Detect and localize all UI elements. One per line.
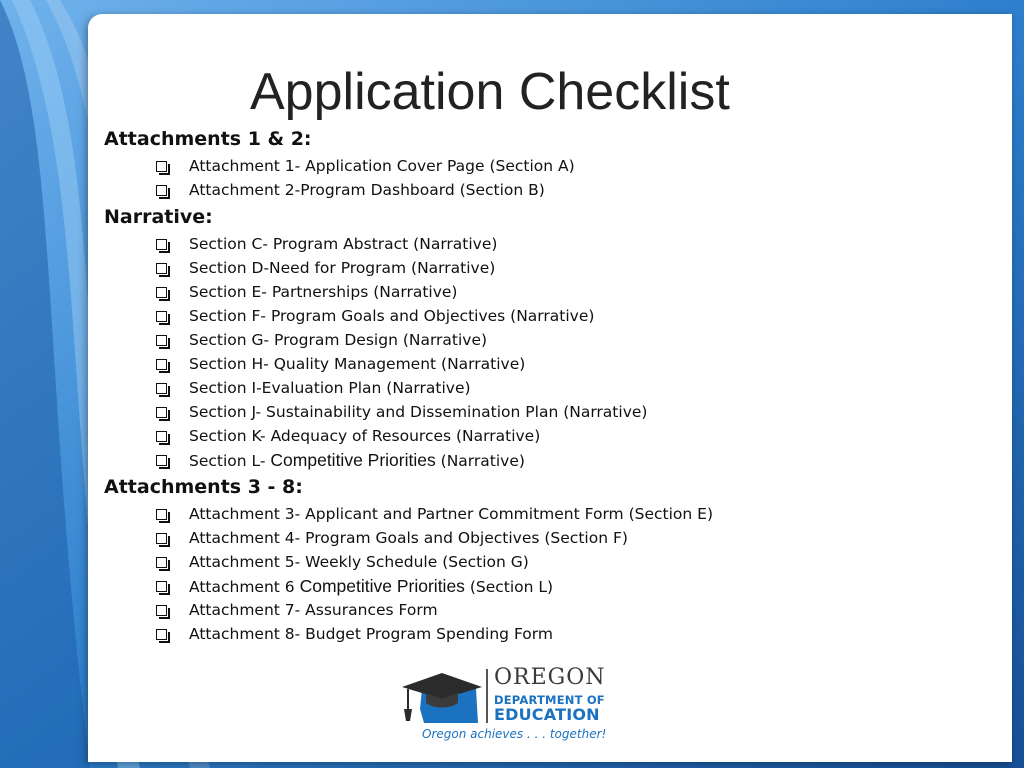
- checklist-item: [156, 178, 545, 202]
- checkbox-icon[interactable]: [156, 509, 167, 520]
- checkbox-icon[interactable]: [156, 581, 167, 592]
- checklist-item: [156, 376, 471, 400]
- checklist-item-label: Attachment 3- Applicant and Partner Commitment Form (Section E): [189, 505, 713, 523]
- checklist-item: [156, 550, 529, 574]
- checkbox-icon[interactable]: [156, 605, 167, 616]
- checkbox-icon[interactable]: [156, 629, 167, 640]
- checklist-item: [156, 526, 628, 550]
- checkbox-icon[interactable]: [156, 161, 167, 172]
- checklist-item: [156, 154, 575, 178]
- checklist-item-label: Attachment 8- Budget Program Spending Form: [189, 625, 553, 643]
- checklist-item: [156, 400, 647, 424]
- checklist-item-label: Attachment 7- Assurances Form: [189, 601, 438, 619]
- checklist-item-label: Section E- Partnerships (Narrative): [189, 283, 458, 301]
- section-heading-narrative: Narrative:: [104, 206, 213, 228]
- logo-department-text: DEPARTMENT OF: [494, 693, 605, 707]
- checklist-item-label: Section C- Program Abstract (Narrative): [189, 235, 498, 253]
- oregon-graduation-cap-icon: [398, 669, 484, 727]
- section-heading-attachments-1-2: Attachments 1 & 2:: [104, 128, 312, 150]
- checklist-item: [156, 352, 525, 376]
- checklist-item: [156, 328, 487, 352]
- checklist-item: [156, 304, 594, 328]
- checkbox-icon[interactable]: [156, 185, 167, 196]
- logo-divider: [486, 669, 488, 723]
- section-heading-attachments-3-8: Attachments 3 - 8:: [104, 476, 303, 498]
- oregon-department-of-education-logo: [398, 665, 608, 747]
- checklist-item-label: Attachment 1- Application Cover Page (Section A): [189, 157, 575, 175]
- checklist-item: [156, 424, 540, 448]
- checklist-item-label: Section G- Program Design (Narrative): [189, 331, 488, 349]
- logo-oregon-text: OREGON: [494, 665, 606, 690]
- checkbox-icon[interactable]: [156, 533, 167, 544]
- checkbox-icon[interactable]: [156, 239, 167, 250]
- checkbox-icon[interactable]: [156, 407, 167, 418]
- checklist-item-label: Attachment 4- Program Goals and Objectives (Section F): [189, 529, 628, 547]
- checkbox-icon[interactable]: [156, 263, 167, 274]
- checklist-item-label: Section J- Sustainability and Dissemination Plan (Narrative): [189, 403, 648, 421]
- slide-title: Application Checklist: [250, 63, 730, 121]
- checklist-item-label: Section K- Adequacy of Resources (Narrative): [189, 427, 541, 445]
- checkbox-icon[interactable]: [156, 311, 167, 322]
- logo-tagline: Oregon achieves . . . together!: [422, 727, 607, 741]
- checklist-item-label: Section I-Evaluation Plan (Narrative): [189, 379, 471, 397]
- checklist-item: [156, 622, 553, 646]
- checklist-item-label: Section D-Need for Program (Narrative): [189, 259, 496, 277]
- checklist-item-label: Attachment 5- Weekly Schedule (Section G): [189, 553, 529, 571]
- checklist-item: [156, 502, 713, 526]
- checklist-item-label: Section L- Competitive Priorities (Narrative): [189, 449, 525, 470]
- checklist-item-label: Section H- Quality Management (Narrative): [189, 355, 526, 373]
- checkbox-icon[interactable]: [156, 431, 167, 442]
- checkbox-icon[interactable]: [156, 455, 167, 466]
- checklist-item-label: Attachment 2-Program Dashboard (Section B): [189, 181, 545, 199]
- checklist-item: [156, 232, 497, 256]
- checkbox-icon[interactable]: [156, 383, 167, 394]
- checkbox-icon[interactable]: [156, 335, 167, 346]
- logo-education-text: EDUCATION: [494, 705, 600, 724]
- checklist-item: [156, 574, 553, 598]
- checklist-item-label: Section F- Program Goals and Objectives (Narrative): [189, 307, 595, 325]
- checklist-item: [156, 448, 525, 472]
- checkbox-icon[interactable]: [156, 287, 167, 298]
- checkbox-icon[interactable]: [156, 557, 167, 568]
- checklist-item: [156, 256, 495, 280]
- checklist-item-label: Attachment 6 Competitive Priorities (Section L): [189, 575, 554, 596]
- checklist-item: [156, 598, 438, 622]
- checkbox-icon[interactable]: [156, 359, 167, 370]
- checklist-item: [156, 280, 457, 304]
